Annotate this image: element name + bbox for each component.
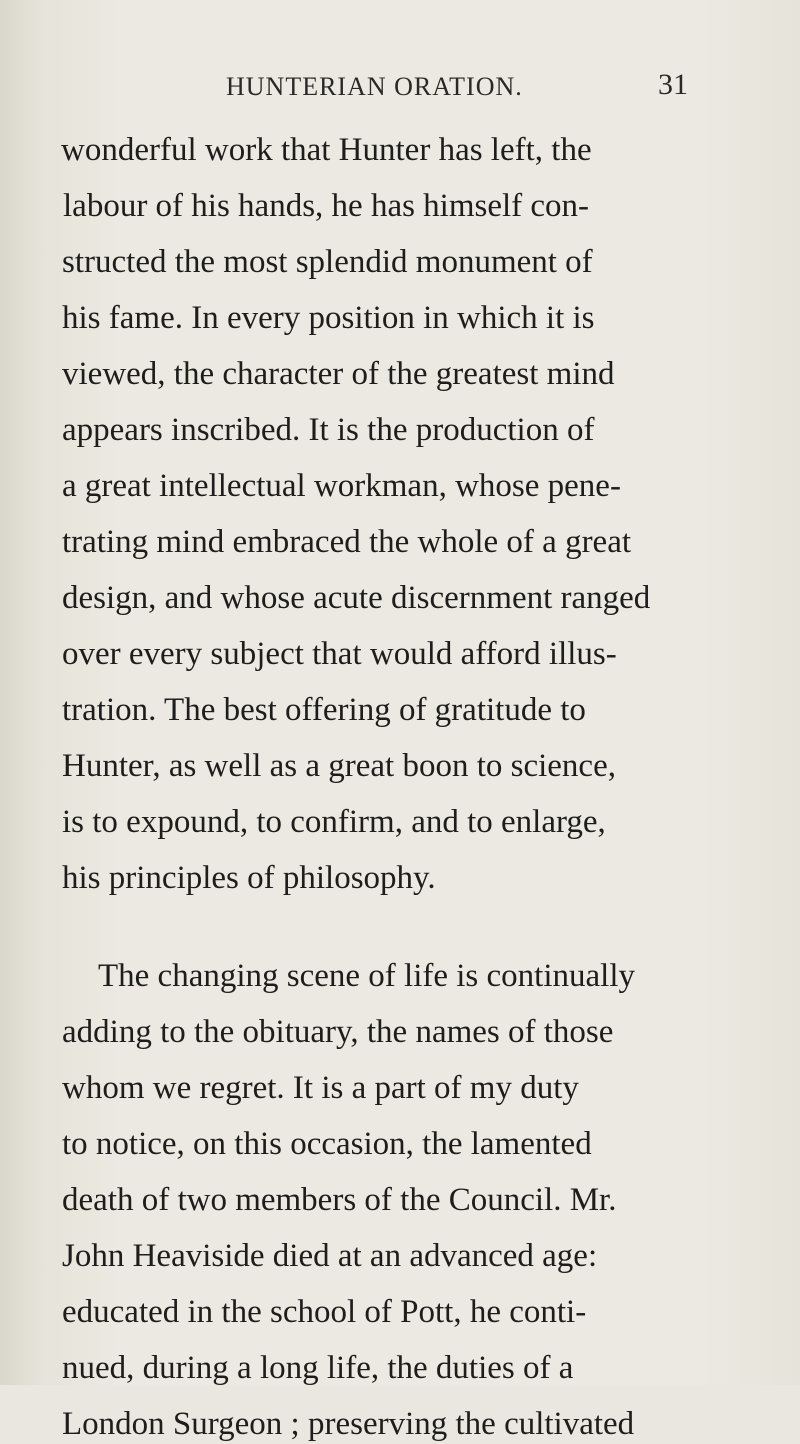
text-line: appears inscribed. It is the production of — [62, 412, 595, 448]
page-number: 31 — [658, 68, 688, 101]
page-header — [0, 68, 800, 112]
text-line: his principles of philosophy. — [62, 860, 436, 896]
text-line: tration. The best offering of gratitude to — [62, 692, 586, 728]
text-line: is to expound, to confirm, and to enlarge, — [62, 804, 606, 840]
text-line: Hunter, as well as a great boon to science, — [62, 748, 616, 784]
text-line: a great intellectual workman, whose pene- — [62, 468, 621, 504]
text-line: trating mind embraced the whole of a great — [62, 524, 632, 560]
running-head: HUNTERIAN ORATION. — [226, 72, 523, 101]
text-line: London Surgeon ; preserving the cultivated — [62, 1406, 635, 1442]
text-line: viewed, the character of the greatest mind — [62, 356, 615, 392]
text-line: educated in the school of Pott, he conti- — [62, 1294, 587, 1330]
text-line: whom we regret. It is a part of my duty — [62, 1070, 579, 1106]
text-line: wonderful work that Hunter has left, the — [61, 132, 592, 168]
text-line: death of two members of the Council. Mr. — [62, 1182, 617, 1218]
text-line: over every subject that would afford illus- — [62, 636, 617, 672]
text-line: John Heaviside died at an advanced age: — [62, 1238, 598, 1274]
text-line: design, and whose acute discernment ranged — [62, 580, 651, 616]
text-line: structed the most splendid monument of — [62, 244, 593, 280]
text-line: to notice, on this occasion, the lamented — [62, 1126, 592, 1162]
text-line: his fame. In every position in which it is — [62, 300, 595, 336]
text-line: labour of his hands, he has himself con- — [63, 188, 590, 224]
text-line: adding to the obituary, the names of those — [62, 1014, 614, 1050]
text-line: nued, during a long life, the duties of a — [62, 1350, 574, 1386]
text-line: The changing scene of life is continually — [98, 958, 635, 994]
